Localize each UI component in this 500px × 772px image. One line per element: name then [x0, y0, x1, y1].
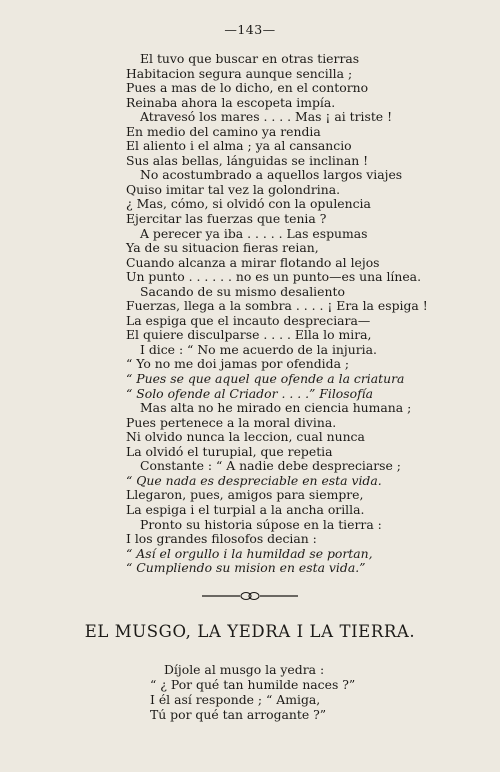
poem2-body: [150, 662, 390, 722]
poem-line: ¿ Mas, cómo, si olvidó con la opulencia: [126, 196, 371, 212]
poem-line: Habitacion segura aunque sencilla ;: [126, 65, 353, 81]
poem-line: “ Cumpliendo su mision en esta vida.”: [126, 560, 366, 576]
poem-line: El aliento i el alma ; ya al cansancio: [126, 138, 352, 154]
poem-line: Constante : “ A nadie debe despreciarse ;: [140, 458, 401, 474]
poem-line: Un punto . . . . . . no es un punto—es una línea.: [126, 269, 422, 285]
poem-line: I él así responde ; “ Amiga,: [150, 692, 321, 707]
poem-line: El quiere disculparse . . . . Ella lo mira,: [126, 327, 372, 343]
section-title: EL MUSGO, LA YEDRA I LA TIERRA.: [84, 622, 416, 641]
poem-line: Mas alta no he mirado en ciencia humana ;: [140, 400, 412, 416]
poem-line: “ Solo ofende al Criador . . . .” Filosofía: [126, 385, 374, 401]
poem-line: Ni olvido nunca la leccion, cual nunca: [126, 429, 365, 445]
poem-line: La espiga que el incauto despreciara—: [126, 312, 371, 328]
poem-line: “ Así el orgullo i la humildad se portan,: [126, 545, 373, 561]
poem-line: Sacando de su mismo desaliento: [140, 283, 345, 299]
poem-line: Díjole al musgo la yedra :: [164, 662, 325, 677]
ornament-divider: [200, 590, 300, 602]
poem-line: Cuando alcanza a mirar flotando al lejos: [126, 254, 380, 270]
poem-line: Quiso imitar tal vez la golondrina.: [126, 181, 341, 197]
poem-line: La espiga i el turpial a la ancha orilla.: [126, 501, 365, 517]
poem-line: Reinaba ahora la escopeta impía.: [126, 94, 336, 110]
poem-line: Pues pertenece a la moral divina.: [126, 414, 337, 430]
poem-line: “ Pues se que aquel que ofende a la criatura: [126, 371, 405, 387]
poem-line: La olvidó el turupial, que repetia: [126, 443, 333, 459]
poem-line: I los grandes filosofos decian :: [126, 531, 317, 547]
poem-line: En medio del camino ya rendia: [126, 123, 321, 139]
poem-line: “ Yo no me doi jamas por ofendida ;: [126, 356, 350, 372]
poem-line: No acostumbrado a aquellos largos viajes: [140, 167, 403, 183]
poem-line: Pues a mas de lo dicho, en el contorno: [126, 80, 369, 96]
poem-line: Llegaron, pues, amigos para siempre,: [126, 487, 364, 503]
poem-line: A perecer ya iba . . . . . Las espumas: [140, 225, 368, 241]
poem-line: Tú por qué tan arrogante ?”: [150, 707, 327, 722]
poem-line: Ya de su situacion fieras reian,: [126, 240, 319, 256]
poem-line: “ Que nada es despreciable en esta vida.: [126, 472, 382, 488]
poem-line: Atravesó los mares . . . . Mas ¡ ai triste !: [140, 109, 393, 125]
poem-line: El tuvo que buscar en otras tierras: [140, 51, 360, 66]
poem-line: Fuerzas, llega a la sombra . . . . ¡ Era la espiga !: [126, 298, 428, 314]
poem-line: I dice : “ No me acuerdo de la injuria.: [140, 341, 377, 357]
poem-line: Sus alas bellas, lánguidas se inclinan !: [126, 152, 369, 168]
poem-body: [126, 52, 426, 576]
page-number: —143—: [224, 22, 276, 37]
poem-line: “ ¿ Por qué tan humilde naces ?”: [150, 677, 356, 692]
poem-line: Pronto su historia súpose en la tierra :: [140, 516, 382, 532]
poem-line: Ejercitar las fuerzas que tenia ?: [126, 211, 327, 227]
